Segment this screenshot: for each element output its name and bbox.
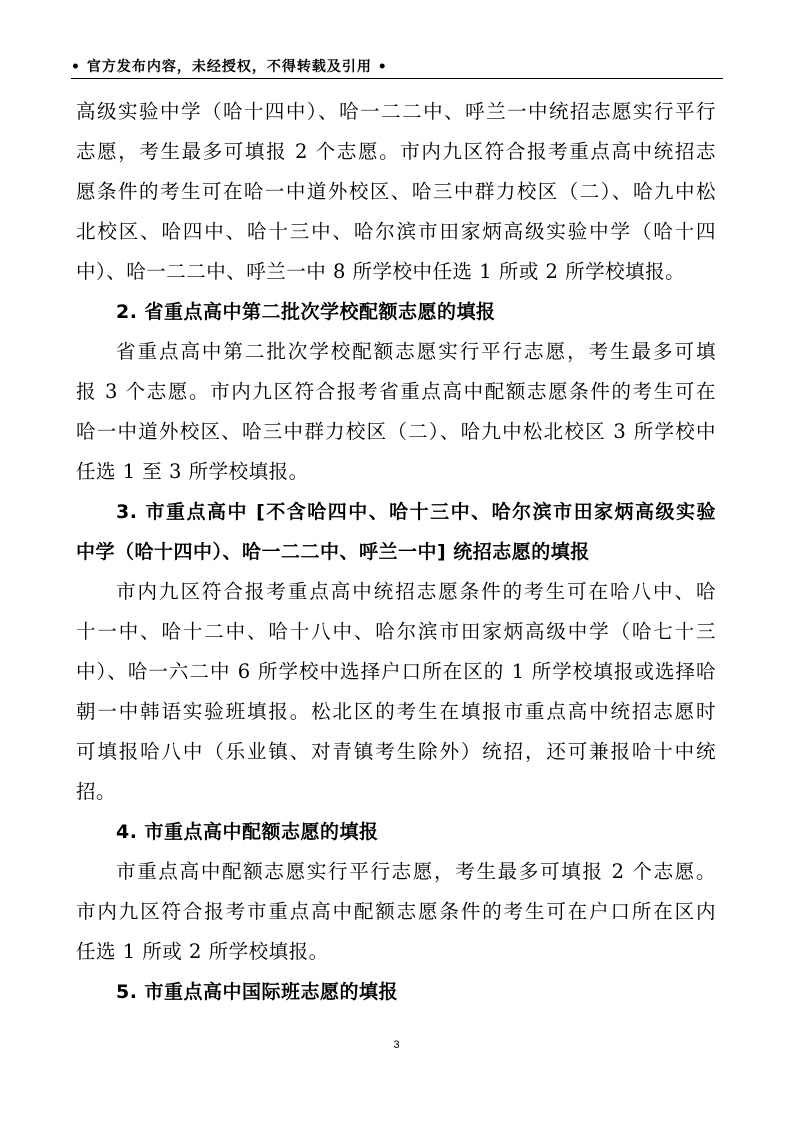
text-line: 北校区、哈四中、哈十三中、哈尔滨市田家炳高级实验中学（哈十四 (76, 220, 716, 243)
page-number: 3 (393, 1039, 400, 1051)
text-line: 报 3 个志愿。市内九区符合报考省重点高中配额志愿条件的考生可在 (76, 380, 716, 403)
section-heading-4: 4. 市重点高中配额志愿的填报 (116, 821, 379, 843)
text-line: 愿条件的考生可在哈一中道外校区、哈三中群力校区（二）、哈九中松 (76, 180, 716, 203)
paragraph-3 (76, 572, 716, 812)
header-rule (71, 78, 723, 79)
heading-line: 3. 市重点高中 [不含哈四中、哈十三中、哈尔滨市田家炳高级实验 (116, 501, 716, 523)
section-heading-2: 2. 省重点高中第二批次学校配额志愿的填报 (116, 301, 496, 323)
text-line: 省重点高中第二批次学校配额志愿实行平行志愿，考生最多可填 (116, 340, 716, 363)
text-line: 十一中、哈十二中、哈十八中、哈尔滨市田家炳高级中学（哈七十三 (76, 620, 716, 643)
text-line: 市内九区符合报考市重点高中配额志愿条件的考生可在户口所在区内 (76, 900, 716, 923)
document-body (76, 92, 716, 1012)
text-line: 朝一中韩语实验班填报。松北区的考生在填报市重点高中统招志愿时 (76, 700, 716, 723)
section-heading-5: 5. 市重点高中国际班志愿的填报 (116, 981, 399, 1003)
paragraph-1 (76, 92, 716, 292)
section-heading-3 (76, 492, 716, 572)
text-line: 任选 1 所或 2 所学校填报。 (76, 940, 329, 963)
text-line: 招。 (76, 780, 117, 803)
text-line: 可填报哈八中（乐业镇、对青镇考生除外）统招，还可兼报哈十中统 (76, 740, 716, 763)
text-line: 市内九区符合报考重点高中统招志愿条件的考生可在哈八中、哈 (116, 580, 716, 603)
text-line: 中）、哈一二二中、呼兰一中 8 所学校中任选 1 所或 2 所学校填报。 (76, 260, 686, 283)
paragraph-2 (76, 332, 716, 492)
text-line: 志愿，考生最多可填报 2 个志愿。市内九区符合报考重点高中统招志 (76, 140, 716, 163)
text-line: 哈一中道外校区、哈三中群力校区（二）、哈九中松北校区 3 所学校中 (76, 420, 716, 443)
heading-line: 中学（哈十四中）、哈一二二中、呼兰一中] 统招志愿的填报 (76, 541, 590, 563)
text-line: 市重点高中配额志愿实行平行志愿，考生最多可填报 2 个志愿。 (116, 860, 716, 883)
text-line: 任选 1 至 3 所学校填报。 (76, 460, 309, 483)
paragraph-4 (76, 852, 716, 972)
header-notice: • 官方发布内容，未经授权，不得转载及引用 • (71, 59, 388, 75)
text-line: 高级实验中学（哈十四中）、哈一二二中、呼兰一中统招志愿实行平行 (76, 100, 716, 123)
text-line: 中）、哈一六二中 6 所学校中选择户口所在区的 1 所学校填报或选择哈 (76, 660, 716, 683)
